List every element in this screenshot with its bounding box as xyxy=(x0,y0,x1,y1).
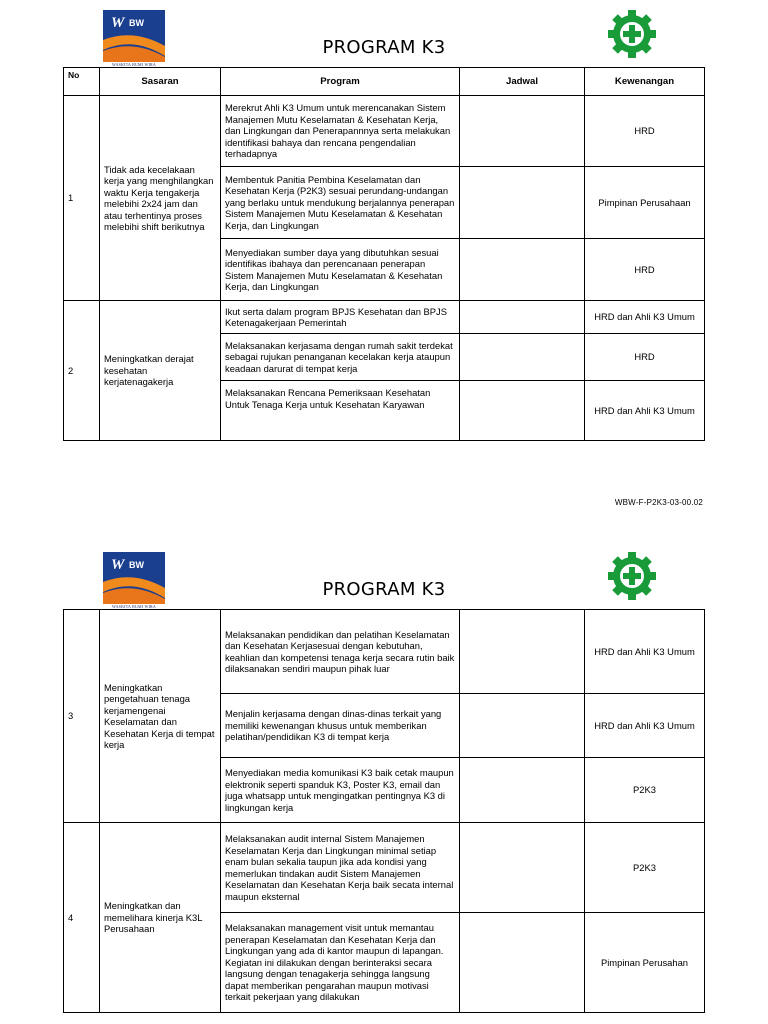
program-cell: Merekrut Ahli K3 Umum untuk merencanakan Sistem Manajemen Mutu Keselamatan & Kesehatan Kerja, dan Lingkungan dan Penerapannnya serta melakukan identifikasi bahaya dan rencana pengendalian terhadapnya xyxy=(221,96,460,167)
table-header-row xyxy=(64,68,705,96)
header-sasaran: Sasaran xyxy=(100,68,221,96)
table-row xyxy=(64,610,705,694)
kewenangan-cell: HRD xyxy=(585,96,705,167)
program-cell: Melaksanakan kerjasama dengan rumah sakit terdekat sebagai rujukan penanganan kecelakan kerja ataupun keadaan darurat di tempat kerja xyxy=(221,334,460,381)
jadwal-cell xyxy=(460,823,585,913)
svg-text:W: W xyxy=(111,557,125,573)
row-number: 4 xyxy=(64,823,100,1013)
jadwal-cell xyxy=(460,96,585,167)
program-cell: Melaksanakan pendidikan dan pelatihan Keselamatan dan Kesehatan Kerjasesuai dengan kebutuhan, keahlian dan kompetensi tenaga kerja secara rutin baik dilaksanakan sendiri maupun pihak luar xyxy=(221,610,460,694)
row-number: 3 xyxy=(64,610,100,823)
jadwal-cell xyxy=(460,694,585,758)
kewenangan-cell: Pimpinan Perusahaan xyxy=(585,167,705,239)
kewenangan-cell: P2K3 xyxy=(585,823,705,913)
logo-text: BW xyxy=(129,18,144,28)
sasaran-cell: Tidak ada kecelakaan kerja yang menghilangkan waktu Kerja tengakerja melebihi 2x24 jam dan atau terhentinya proses melebihi shift berikutnya xyxy=(100,96,221,301)
program-cell: Melaksanakan audit internal Sistem Manajemen Keselamatan Kerja dan Lingkungan minimal setiap enam bulan sekalia taupun jika ada kondisi yang memerlukan tindakan audit Sistem Manajemen Keselamatan dan Kesehatan Kerja baik secata internal maupun eksternal xyxy=(221,823,460,913)
program-cell: Melaksanakan management visit untuk memantau penerapan Keselamatan dan Kesehatan Kerja dan Lingkungan yang ada di kantor maupun di lapangan. Kegiatan ini dilakukan dengan berinteraksi secara langsung dengan tenagakerja sehingga langsung dapat memberikan pengarahan maupun motivasi terkait pekerjaan yang dilakukan xyxy=(221,913,460,1013)
row-number: 1 xyxy=(64,96,100,301)
table-row xyxy=(64,96,705,167)
company-caption: WASKITA BUMI WIRA xyxy=(112,62,156,67)
sasaran-cell: Meningkatkan derajat kesehatan kerjatenagakerja xyxy=(100,301,221,441)
kewenangan-cell: Pimpinan Perusahan xyxy=(585,913,705,1013)
program-cell: Melaksanakan Rencana Pemeriksaan Kesehatan Untuk Tenaga Kerja untuk Kesehatan Karyawan xyxy=(221,381,460,441)
kewenangan-cell: HRD dan Ahli K3 Umum xyxy=(585,381,705,441)
header-no: No xyxy=(64,68,100,96)
kewenangan-cell: HRD xyxy=(585,334,705,381)
jadwal-cell xyxy=(460,381,585,441)
page-title: PROGRAM K3 xyxy=(322,579,446,600)
sasaran-cell: Meningkatkan pengetahuan tenaga kerjamengenai Keselamatan dan Kesehatan Kerja di tempat kerja xyxy=(100,610,221,823)
header-kewenangan: Kewenangan xyxy=(585,68,705,96)
jadwal-cell xyxy=(460,239,585,301)
jadwal-cell xyxy=(460,913,585,1013)
kewenangan-cell: P2K3 xyxy=(585,758,705,823)
logo-text: BW xyxy=(129,560,144,570)
program-cell: Menyediakan sumber daya yang dibutuhkan sesuai identifikas ibahaya dan perencanaan penerapan Sistem Manajemen Mutu Keselamatan & Kesehatan Kerja, dan Lingkungan xyxy=(221,239,460,301)
program-cell: Membentuk Panitia Pembina Keselamatan dan Kesehatan Kerja (P2K3) sesuai perundang-undangan yang berlaku untuk mendukung berjalannya penerapan Sistem Manajemen Mutu Keselamatan & Kesehatan Kerja, dan Lingkungan xyxy=(221,167,460,239)
kewenangan-cell: HRD dan Ahli K3 Umum xyxy=(585,694,705,758)
row-number: 2 xyxy=(64,301,100,441)
program-table-1 xyxy=(63,67,705,441)
jadwal-cell xyxy=(460,758,585,823)
kewenangan-cell: HRD dan Ahli K3 Umum xyxy=(585,301,705,334)
table-row xyxy=(64,301,705,334)
jadwal-cell xyxy=(460,610,585,694)
header-program: Program xyxy=(221,68,460,96)
program-cell: Ikut serta dalam program BPJS Kesehatan dan BPJS Ketenagakerjaan Pemerintah xyxy=(221,301,460,334)
program-cell: Menyediakan media komunikasi K3 baik cetak maupun elektronik seperti spanduk K3, Poster K3, email dan juga whatsapp untuk mengingatkan pentingnya K3 di lingkungan kerja xyxy=(221,758,460,823)
jadwal-cell xyxy=(460,167,585,239)
table-row xyxy=(64,823,705,913)
jadwal-cell xyxy=(460,334,585,381)
sasaran-cell: Meningkatkan dan memelihara kinerja K3L Perusahaan xyxy=(100,823,221,1013)
jadwal-cell xyxy=(460,301,585,334)
kewenangan-cell: HRD xyxy=(585,239,705,301)
header-jadwal: Jadwal xyxy=(460,68,585,96)
document-reference: WBW-F-P2K3-03-00.02 xyxy=(614,498,703,507)
kewenangan-cell: HRD dan Ahli K3 Umum xyxy=(585,610,705,694)
svg-text:W: W xyxy=(111,15,125,31)
k3-gear-icon xyxy=(606,550,658,602)
company-caption: WASKITA BUMI WIRA xyxy=(112,604,156,609)
program-table-2 xyxy=(63,609,705,1013)
page-title: PROGRAM K3 xyxy=(322,37,446,58)
k3-gear-icon xyxy=(606,8,658,60)
program-cell: Menjalin kerjasama dengan dinas-dinas terkait yang memiliki kewenangan khusus untuk memberikan pelatihan/pendidikan K3 di tempat kerja xyxy=(221,694,460,758)
